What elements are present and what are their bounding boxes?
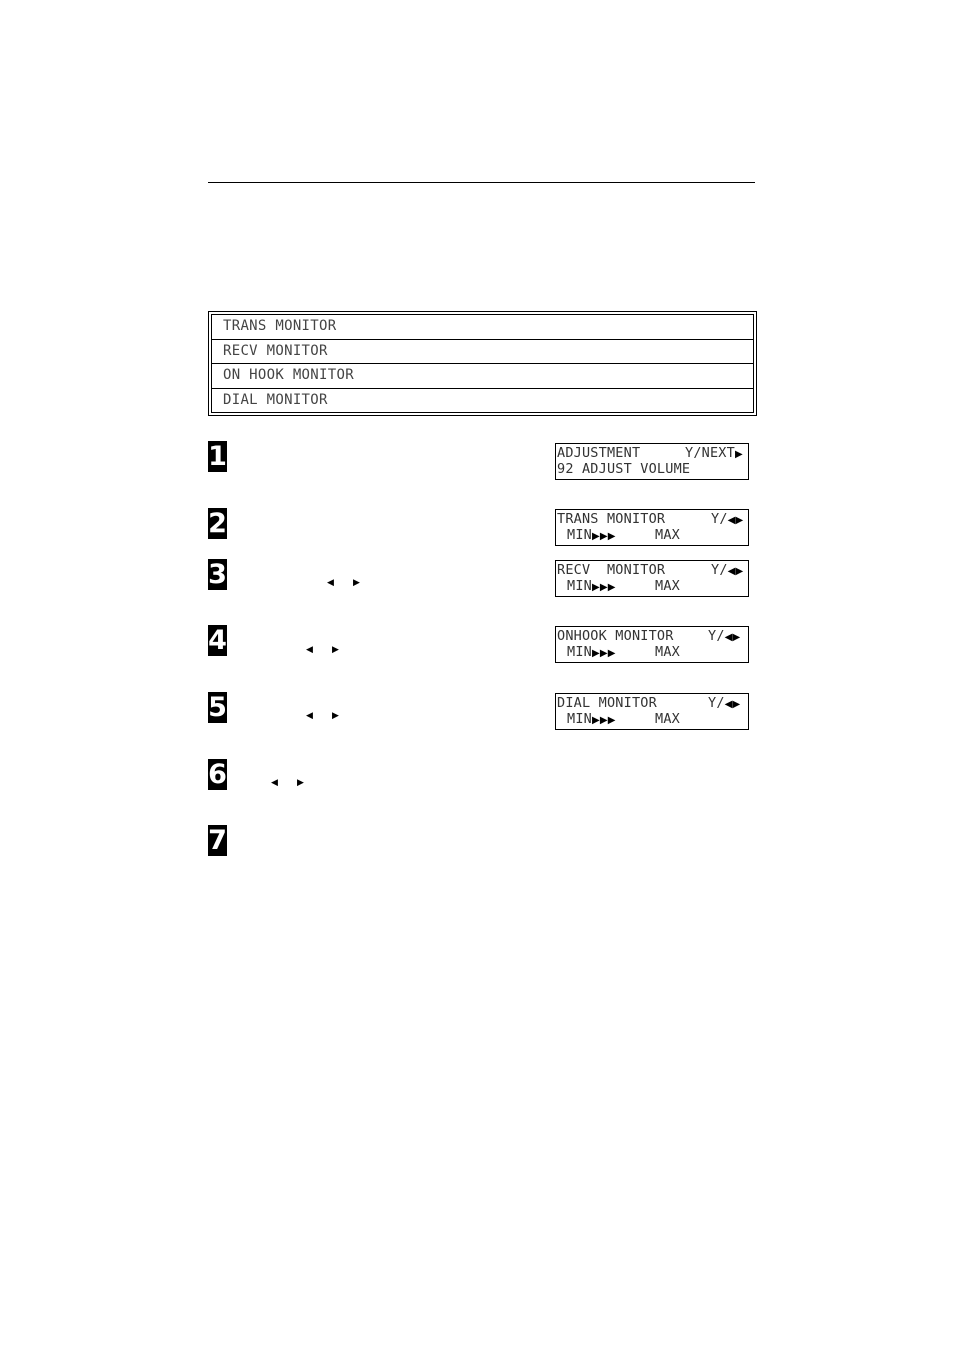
lcd-line1-right: Y/◀▶ xyxy=(711,562,744,578)
item-row: ON HOOK MONITOR xyxy=(212,364,753,389)
lcd-line1-left: RECV MONITOR xyxy=(557,562,666,578)
triangle-left-icon: ◀ xyxy=(271,778,278,788)
arrow-keys xyxy=(271,778,306,788)
lcd-display-onhook xyxy=(555,626,749,663)
lcd-line2-min: MIN▶▶▶ xyxy=(567,644,616,660)
step-number: 1 xyxy=(208,441,227,472)
triangle-left-icon: ◀ xyxy=(306,645,313,655)
triangle-right-icon: ▶ xyxy=(353,578,360,588)
lcd-line2-max: MAX xyxy=(655,644,680,660)
lcd-line2-min: MIN▶▶▶ xyxy=(567,711,616,727)
lcd-line2: 92 ADJUST VOLUME xyxy=(557,461,691,477)
item-row: TRANS MONITOR xyxy=(212,315,753,340)
lcd-display-trans xyxy=(555,509,749,546)
item-row: DIAL MONITOR xyxy=(223,391,328,408)
step-number: 3 xyxy=(208,559,227,590)
arrow-keys xyxy=(306,645,341,655)
triangles-right-icon: ▶▶▶ xyxy=(591,531,616,542)
step-number: 4 xyxy=(208,625,227,656)
header-rule xyxy=(208,182,755,183)
triangle-right-icon: ▶ xyxy=(332,711,339,721)
arrow-keys xyxy=(306,711,341,721)
lcd-display-dial xyxy=(555,693,749,730)
triangle-left-icon: ◀ xyxy=(727,566,736,577)
lcd-line1-left: ADJUSTMENT xyxy=(557,445,641,461)
triangles-right-icon: ▶▶▶ xyxy=(591,715,616,726)
triangle-right-icon: ▶ xyxy=(734,449,743,460)
lcd-display-recv xyxy=(555,560,749,597)
triangle-right-icon: ▶ xyxy=(297,778,304,788)
triangle-right-icon: ▶ xyxy=(735,515,744,526)
lcd-line1-right: Y/NEXT▶ xyxy=(685,445,743,461)
triangle-right-icon: ▶ xyxy=(732,632,741,643)
lcd-line1-right: Y/◀▶ xyxy=(708,628,741,644)
arrow-keys xyxy=(327,578,362,588)
triangle-left-icon: ◀ xyxy=(327,578,334,588)
monitor-items-table xyxy=(208,311,757,416)
lcd-display-adjustment xyxy=(555,443,749,480)
lcd-line1-right: Y/◀▶ xyxy=(708,695,741,711)
lcd-line1-left: TRANS MONITOR xyxy=(557,511,666,527)
step-number: 6 xyxy=(208,759,227,790)
lcd-line2-max: MAX xyxy=(655,578,680,594)
lcd-line2-min: MIN▶▶▶ xyxy=(567,527,616,543)
item-row: RECV MONITOR xyxy=(212,340,753,365)
lcd-line2-max: MAX xyxy=(655,711,680,727)
step-number: 5 xyxy=(208,692,227,723)
triangles-right-icon: ▶▶▶ xyxy=(591,582,616,593)
triangle-left-icon: ◀ xyxy=(727,515,736,526)
step-number: 2 xyxy=(208,508,227,539)
lcd-line1-left: ONHOOK MONITOR xyxy=(557,628,674,644)
triangle-left-icon: ◀ xyxy=(306,711,313,721)
lcd-line2-max: MAX xyxy=(655,527,680,543)
triangle-right-icon: ▶ xyxy=(735,566,744,577)
triangle-right-icon: ▶ xyxy=(332,645,339,655)
lcd-line1-right: Y/◀▶ xyxy=(711,511,744,527)
triangle-right-icon: ▶ xyxy=(732,699,741,710)
triangle-left-icon: ◀ xyxy=(724,632,733,643)
lcd-line2-min: MIN▶▶▶ xyxy=(567,578,616,594)
triangles-right-icon: ▶▶▶ xyxy=(591,648,616,659)
step-number: 7 xyxy=(208,825,227,856)
triangle-left-icon: ◀ xyxy=(724,699,733,710)
lcd-line1-left: DIAL MONITOR xyxy=(557,695,657,711)
